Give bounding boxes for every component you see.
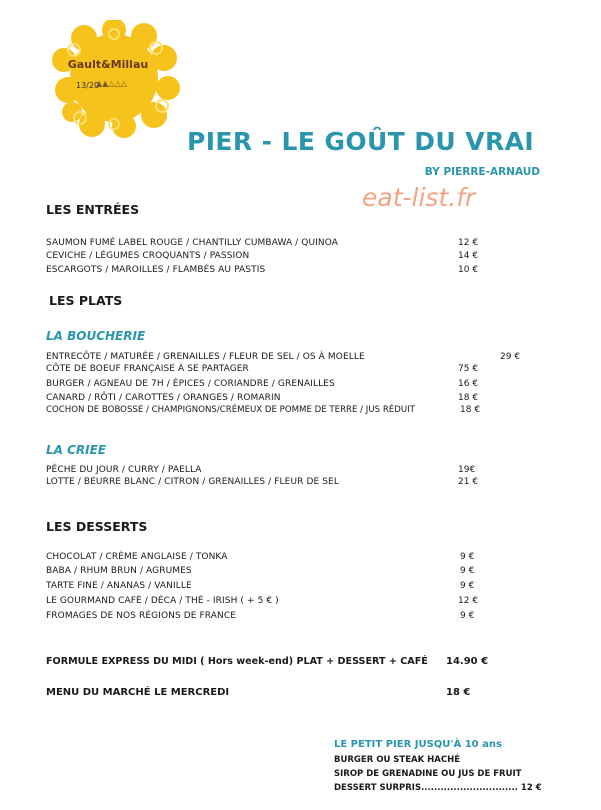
logo-score: 13/20: [76, 81, 100, 90]
menu-item: ESCARGOTS / MAROILLES / FLAMBÉS AU PASTIS: [46, 265, 266, 275]
kids-menu-line: DESSERT SURPRIS.............................. 12 €: [334, 783, 542, 793]
menu-item: LE GOURMAND CAFÉ / DÉCA / THÉ - IRISH ( + 5 € ): [46, 596, 279, 606]
menu-item: PÊCHE DU JOUR / CURRY / PAELLA: [46, 465, 202, 475]
menu-item: COCHON DE BOBOSSE / CHAMPIGNONS/CRÉMEUX DE POMME DE TERRE / JUS RÉDUIT: [46, 405, 415, 415]
menu-item-price: 14 €: [458, 251, 479, 261]
restaurant-title: PIER - LE GOÛT DU VRAI: [187, 127, 535, 156]
menu-marche-price: 18 €: [446, 687, 471, 698]
kids-menu-title: LE PETIT PIER JUSQU'À 10 ans: [334, 739, 502, 750]
kids-menu-line: BURGER OU STEAK HACHÉ: [334, 755, 461, 765]
section-desserts-heading: LES DESSERTS: [46, 519, 148, 534]
byline: BY PIERRE-ARNAUD: [424, 166, 540, 178]
formula-express-price: 14.90 €: [446, 656, 489, 667]
menu-item: CHOCOLAT / CRÈME ANGLAISE / TONKA: [46, 552, 228, 562]
menu-item: CEVICHE / LÉGUMES CROQUANTS / PASSION: [46, 251, 250, 261]
subsection-criee-heading: LA CRIEE: [46, 443, 107, 457]
menu-item-price: 21 €: [458, 477, 479, 487]
menu-item-price: 9 €: [460, 552, 475, 562]
menu-item: LOTTE / BEURRE BLANC / CITRON / GRENAILLES / FLEUR DE SEL: [46, 477, 339, 487]
menu-item: BABA / RHUM BRUN / AGRUMES: [46, 566, 192, 576]
toque-icons: ▲▲△△△: [96, 79, 127, 88]
menu-item-price: 18 €: [458, 393, 479, 403]
menu-item-price: 9 €: [460, 611, 475, 621]
kids-menu-line: SIROP DE GRENADINE OU JUS DE FRUIT: [334, 769, 522, 779]
menu-item: FROMAGES DE NOS RÉGIONS DE FRANCE: [46, 611, 237, 621]
subsection-boucherie-heading: LA BOUCHERIE: [46, 329, 146, 343]
menu-item-price: 18 €: [460, 405, 481, 415]
menu-item-price: 16 €: [458, 379, 479, 389]
menu-item-price: 29 €: [500, 352, 521, 362]
menu-item: CÔTE DE BOEUF FRANÇAISE À SE PARTAGER: [46, 364, 249, 374]
menu-marche-label: MENU DU MARCHÉ LE MERCREDI: [46, 687, 230, 698]
menu-item-price: 10 €: [458, 265, 479, 275]
menu-item: SAUMON FUMÉ LABEL ROUGE / CHANTILLY CUMBAWA / QUINOA: [46, 238, 339, 248]
logo-name: Gault&Millau: [67, 58, 149, 71]
menu-item-price: 19€: [458, 465, 476, 475]
menu-item-price: 9 €: [460, 581, 475, 591]
menu-item: TARTE FINE / ANANAS / VANILLE: [46, 581, 192, 591]
gault-millau-logo: [44, 20, 186, 138]
formula-express-label: FORMULE EXPRESS DU MIDI ( Hors week-end) PLAT + DESSERT + CAFÉ: [46, 656, 428, 667]
section-entrees-heading: LES ENTRÉES: [46, 202, 140, 217]
menu-item: CANARD / RÔTI / CAROTTES / ORANGES / ROMARIN: [46, 393, 281, 403]
menu-item-price: 12 €: [458, 596, 479, 606]
menu-item-price: 75 €: [458, 364, 479, 374]
watermark: eat-list.fr: [362, 183, 476, 212]
section-plats-heading: LES PLATS: [49, 293, 123, 308]
menu-item-price: 12 €: [458, 238, 479, 248]
menu-item: ENTRECÔTE / MATURÉE / GRENAILLES / FLEUR DE SEL / OS À MOELLE: [46, 352, 365, 362]
menu-item-price: 9 €: [460, 566, 475, 576]
menu-item: BURGER / AGNEAU DE 7H / ÉPICES / CORIANDRE / GRENAILLES: [46, 379, 335, 389]
